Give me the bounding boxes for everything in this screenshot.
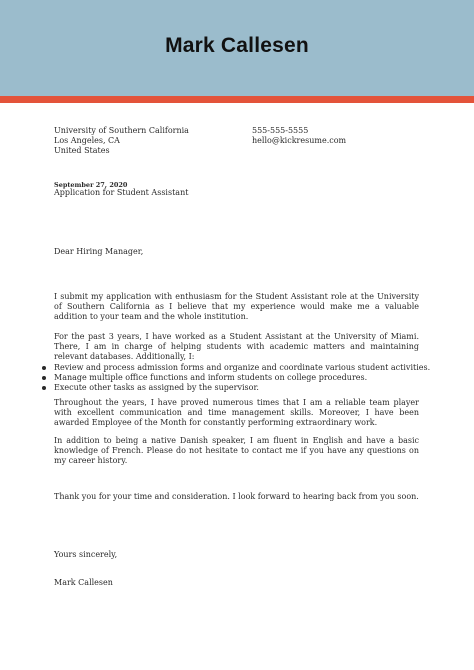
list-item: Manage multiple office functions and inform students on college procedures. <box>42 373 430 383</box>
sender-city: Los Angeles, CA <box>54 136 120 145</box>
accent-stripe <box>0 96 474 103</box>
greeting: Dear Hiring Manager, <box>54 247 144 256</box>
paragraph-skills: Throughout the years, I have proved numerous times that I am a reliable team player with excellent communication and time management skills. Moreover, I have been awarded Employee of the Month for constantly performing extraordinary work. <box>54 398 419 427</box>
sender-phone: 555-555-5555 <box>252 126 309 135</box>
signoff: Yours sincerely, <box>54 550 118 559</box>
header-band <box>0 0 474 96</box>
applicant-name: Mark Callesen <box>165 34 309 57</box>
letter-subject: Application for Student Assistant <box>54 188 189 197</box>
duties-list <box>42 363 430 393</box>
bullet-icon <box>42 386 46 390</box>
sender-institution: University of Southern California <box>54 126 189 135</box>
bullet-icon <box>42 376 46 380</box>
closing-line: Thank you for your time and consideration. I look forward to hearing back from you soon. <box>54 492 419 501</box>
sender-country: United States <box>54 146 110 155</box>
bullet-icon <box>42 366 46 370</box>
paragraph-languages: In addition to being a native Danish speaker, I am fluent in English and have a basic knowledge of French. Please do not hesitate to contact me if you have any questions on my career history. <box>54 436 419 465</box>
paragraph-intro: I submit my application with enthusiasm for the Student Assistant role at the University of Southern California as I believe that my experience would make me a valuable addition to your team and the whole institution. <box>54 292 419 321</box>
sender-email: hello@kickresume.com <box>252 136 347 145</box>
list-item: Review and process admission forms and organize and coordinate various student activities. <box>42 363 430 373</box>
letter-date: September 27, 2020 <box>54 181 128 189</box>
signature-name: Mark Callesen <box>54 578 113 587</box>
list-item: Execute other tasks as assigned by the supervisor. <box>42 383 430 393</box>
paragraph-experience: For the past 3 years, I have worked as a Student Assistant at the University of Miami. There, I am in charge of helping students with academic matters and maintaining relevant databases. Additionally, I: <box>54 332 419 361</box>
